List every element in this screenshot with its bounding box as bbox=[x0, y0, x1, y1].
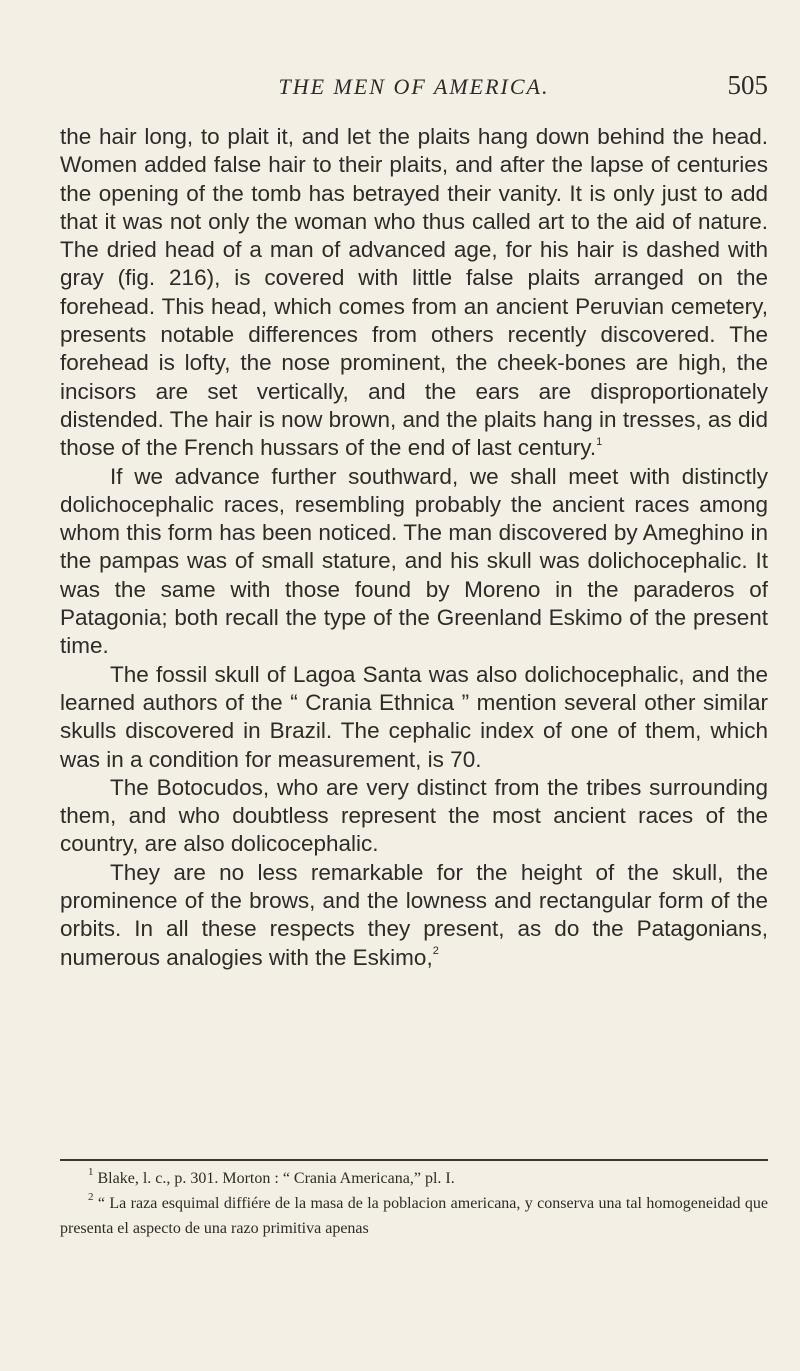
footnote bbox=[60, 1166, 768, 1191]
paragraph bbox=[60, 463, 768, 661]
footnotes bbox=[60, 1166, 768, 1241]
page-header bbox=[60, 70, 768, 110]
paragraph-text: They are no less remarkable for the height of the skull, the prominence of the brows, and the lowness and rectangular form of the orbits. In all these respects they present, as do the Patagonians, numerous analogies with the Eskimo, bbox=[60, 859, 768, 970]
paragraph-text: If we advance further southward, we shall meet with distinctly dolichocephalic races, resembling probably the ancient races among whom this form has been noticed. The man discovered by Ameghino in the pampas was of small stature, and his skull was dolichocephalic. It was the same with those found by Moreno in the paraderos of Patagonia; both recall the type of the Greenland Eskimo of the present time. bbox=[60, 463, 768, 659]
footnote-text: Blake, l. c., p. 301. Morton : “ Crania Americana,” pl. I. bbox=[97, 1170, 455, 1187]
paragraph-text: The Botocudos, who are very distinct from the tribes surrounding them, and who doubtless represent the most ancient races of the country, are also dolicocephalic. bbox=[60, 774, 768, 857]
body-text bbox=[60, 123, 768, 972]
paragraph bbox=[60, 859, 768, 972]
footnote-number: 1 bbox=[88, 1165, 94, 1178]
paragraph-text: the hair long, to plait it, and let the plaits hang down behind the head. Women added false hair to their plaits, and after the lapse of centuries the opening of the tomb has betrayed their vanity. It is only just to add that it was not only the woman who thus called art to the aid of nature. The dried head of a man of advanced age, for his hair is dashed with gray (fig. 216), is covered with little false plaits arranged on the forehead. This head, which comes from an ancient Peruvian cemetery, presents notable differences from others recently discovered. The forehead is lofty, the nose prominent, the cheek-bones are high, the incisors are set vertically, and the ears are disproportionately distended. The hair is now brown, and the plaits hang in tresses, as did those of the French hussars of the end of last century. bbox=[60, 124, 768, 461]
running-title: THE MEN OF AMERICA. bbox=[278, 74, 550, 99]
paragraph bbox=[60, 661, 768, 774]
footnote-text: “ La raza esquimal diffiére de la masa de la poblacion americana, y conserva una tal homogeneidad que presenta el aspecto de una razo primitiva apenas bbox=[60, 1195, 769, 1237]
footnote-number: 2 bbox=[88, 1190, 94, 1203]
footnote bbox=[60, 1191, 768, 1241]
page-number: 505 bbox=[727, 70, 768, 100]
footnote-divider bbox=[60, 1159, 768, 1161]
paragraph-text: The fossil skull of Lagoa Santa was also dolichocephalic, and the learned authors of the “ Crania Ethnica ” mention several other similar skulls discovered in Brazil. The cephalic index of one of them, which was in a condition for measurement, is 70. bbox=[60, 661, 768, 772]
footnote-marker: 1 bbox=[596, 435, 603, 448]
paragraph bbox=[60, 123, 768, 463]
footnote-marker: 2 bbox=[432, 945, 439, 958]
paragraph bbox=[60, 774, 768, 859]
